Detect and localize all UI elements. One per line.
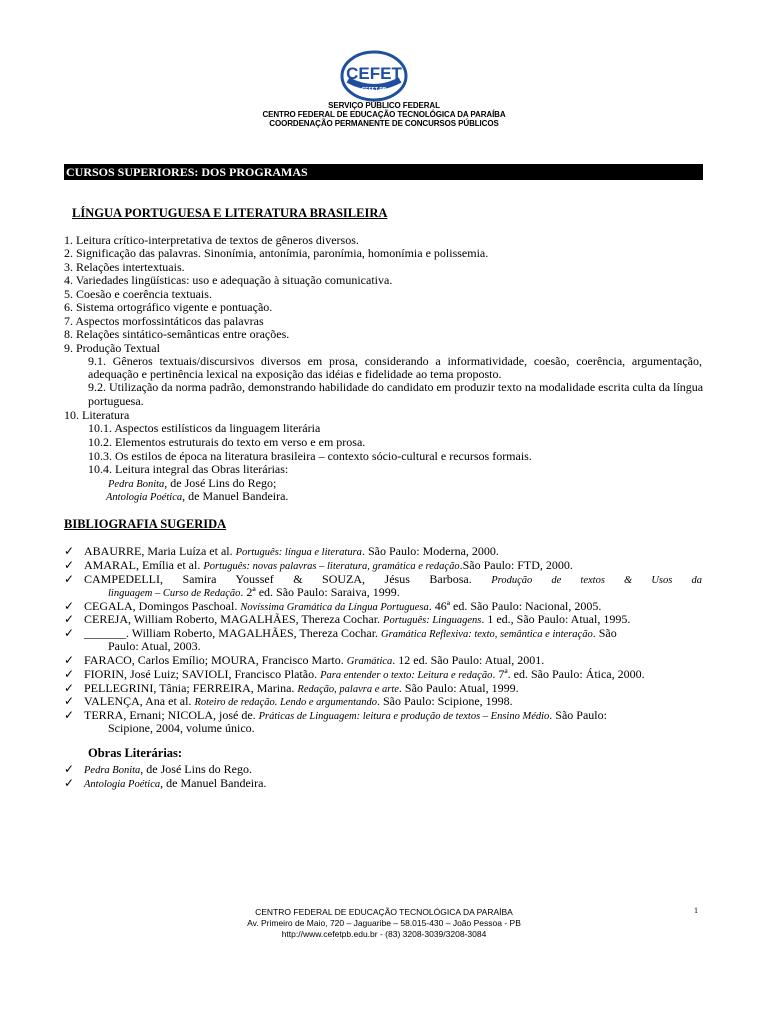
check-icon: ✓ — [64, 667, 75, 681]
obra-item: ✓ Antologia Poética, de Manuel Bandeira. — [64, 776, 267, 790]
program-item-5: 5. Coesão e coerência textuais. — [64, 287, 212, 301]
check-icon: ✓ — [64, 612, 75, 626]
check-icon: ✓ — [64, 558, 75, 572]
bib-entry-cont: linguagem – Curso de Redação. 2ª ed. São Paulo: Saraiva, 1999. — [108, 585, 400, 599]
logo-text: CEFET — [346, 64, 402, 83]
program-item-10-1: 10.1. Aspectos estilísticos da linguagem literária — [88, 421, 321, 435]
check-icon: ✓ — [64, 544, 75, 558]
section-banner: CURSOS SUPERIORES: DOS PROGRAMAS — [64, 164, 703, 180]
footer-line-3: http://www.cefetpb.edu.br - (83) 3208-3039/3208-3084 — [281, 929, 487, 939]
check-icon: ✓ — [64, 626, 75, 640]
bib-entry: ✓ AMARAL, Emília et al. Português: novas palavras – literatura, gramática e redação.São Paulo: FTD, 2000. — [64, 558, 573, 572]
bib-entry-cont: Paulo: Atual, 2003. — [108, 639, 201, 653]
footer-line-1: CENTRO FEDERAL DE EDUCAÇÃO TECNOLÓGICA DA PARAÍBA — [255, 907, 513, 917]
literary-work-2 — [106, 490, 288, 504]
bib-entry: ✓ FARACO, Carlos Emílio; MOURA, Francisco Marto. Gramática. 12 ed. São Paulo: Atual, 2001. — [64, 653, 545, 667]
program-item-9: 9. Produção Textual — [64, 341, 160, 355]
header-line-3: COORDENAÇÃO PERMANENTE DE CONCURSOS PÚBLICOS — [269, 119, 499, 128]
literary-work-2-author: , de Manuel Bandeira. — [182, 489, 289, 503]
program-item-9-1-cont: adequação e pertinência lexical na exposição das idéias e fidelidade ao tema proposto. — [88, 367, 502, 381]
program-item-9-2: 9.2. Utilização da norma padrão, demonstrando habilidade do candidato em produzir texto na modalidade escrita culta da língua — [88, 380, 704, 394]
program-item-9-1: 9.1. Gêneros textuais/discursivos diversos em prosa, considerando a informatividade, coesão, coerência, argumentação, — [88, 354, 702, 368]
check-icon: ✓ — [64, 708, 75, 722]
literary-work-1-title: Pedra Bonita — [108, 479, 165, 490]
literary-work-2-title: Antologia Poética — [106, 492, 183, 503]
cefet-logo — [340, 50, 408, 102]
obras-heading: Obras Literárias: — [88, 746, 183, 760]
check-icon: ✓ — [64, 762, 75, 776]
bib-entry: ✓ CEREJA, William Roberto, MAGALHÃES, Thereza Cochar. Português: Linguagens. 1 ed., São Paulo: Atual, 1995. — [64, 612, 631, 626]
bib-entry: ✓ VALENÇA, Ana et al. Roteiro de redação. Lendo e argumentando. São Paulo: Scipione, 1998. — [64, 694, 513, 708]
program-item-1: 1. Leitura crítico-interpretativa de textos de gêneros diversos. — [64, 233, 359, 247]
bib-entry: ✓ CAMPEDELLI, Samira Youssef & SOUZA, Jésus Barbosa. Produção de textos & Usos da — [64, 572, 702, 586]
program-item-10-3: 10.3. Os estilos de época na literatura brasileira – contexto sócio-cultural e recursos formais. — [88, 449, 532, 463]
program-item-6: 6. Sistema ortográfico vigente e pontuação. — [64, 300, 273, 314]
program-item-7: 7. Aspectos morfossintáticos das palavras — [64, 314, 264, 328]
subject-title: LÍNGUA PORTUGUESA E LITERATURA BRASILEIRA — [72, 206, 388, 220]
literary-work-1-author: , de José Lins do Rego; — [164, 476, 277, 490]
check-icon: ✓ — [64, 776, 75, 790]
program-item-2: 2. Significação das palavras. Sinonímia, antonímia, paronímia, homonímia e polissemia. — [64, 246, 489, 260]
check-icon: ✓ — [64, 681, 75, 695]
check-icon: ✓ — [64, 572, 75, 586]
bib-entry: ✓ _______. William Roberto, MAGALHÃES, Thereza Cochar. Gramática Reflexiva: texto, semântica e interação. São — [64, 626, 617, 640]
program-item-3: 3. Relações intertextuais. — [64, 260, 185, 274]
program-item-4: 4. Variedades lingüísticas: uso e adequação à situação comunicativa. — [64, 273, 393, 287]
bib-entry: ✓ TERRA, Ernani; NICOLA, josé de. Práticas de Linguagem: leitura e produção de textos – Ensino Médio. São Paulo: — [64, 708, 607, 722]
footer-line-2: Av. Primeiro de Maio, 720 – Jaguaribe – 58.015-430 – João Pessoa - PB — [247, 918, 521, 928]
header-line-2: CENTRO FEDERAL DE EDUCAÇÃO TECNOLÓGICA DA PARAÍBA — [262, 110, 506, 119]
obra-item: ✓ Pedra Bonita, de José Lins do Rego. — [64, 762, 252, 776]
page-number: 1 — [694, 906, 698, 915]
bib-entry: ✓ FIORIN, José Luiz; SAVIOLI, Francisco Platão. Para entender o texto: Leitura e redação. 7ª. ed. São Paulo: Ática, 2000. — [64, 667, 645, 681]
bib-entry: ✓ PELLEGRINI, Tânia; FERREIRA, Marina. Redação, palavra e arte. São Paulo: Atual, 1999. — [64, 681, 519, 695]
check-icon: ✓ — [64, 599, 75, 613]
bib-entry-cont: Scipione, 2004, volume único. — [108, 721, 255, 735]
bib-entry: ✓ ABAURRE, Maria Luíza et al. Português: língua e literatura. São Paulo: Moderna, 2000. — [64, 544, 499, 558]
program-item-10: 10. Literatura — [64, 408, 130, 422]
check-icon: ✓ — [64, 653, 75, 667]
bib-entry: ✓ CEGALA, Domingos Paschoal. Novíssima Gramática da Língua Portuguesa. 46ª ed. São Paulo: Nacional, 2005. — [64, 599, 602, 613]
check-icon: ✓ — [64, 694, 75, 708]
program-item-8: 8. Relações sintático-semânticas entre orações. — [64, 327, 290, 341]
program-item-9-2-cont: portuguesa. — [88, 394, 144, 408]
bibliography-heading: BIBLIOGRAFIA SUGERIDA — [64, 517, 227, 531]
program-item-10-2: 10.2. Elementos estruturais do texto em verso e em prosa. — [88, 435, 366, 449]
header-line-1: SERVIÇO PÚBLICO FEDERAL — [328, 101, 440, 110]
program-item-10-4: 10.4. Leitura integral das Obras literárias: — [88, 462, 289, 476]
logo-subtext: CEFET-PB — [361, 87, 387, 93]
